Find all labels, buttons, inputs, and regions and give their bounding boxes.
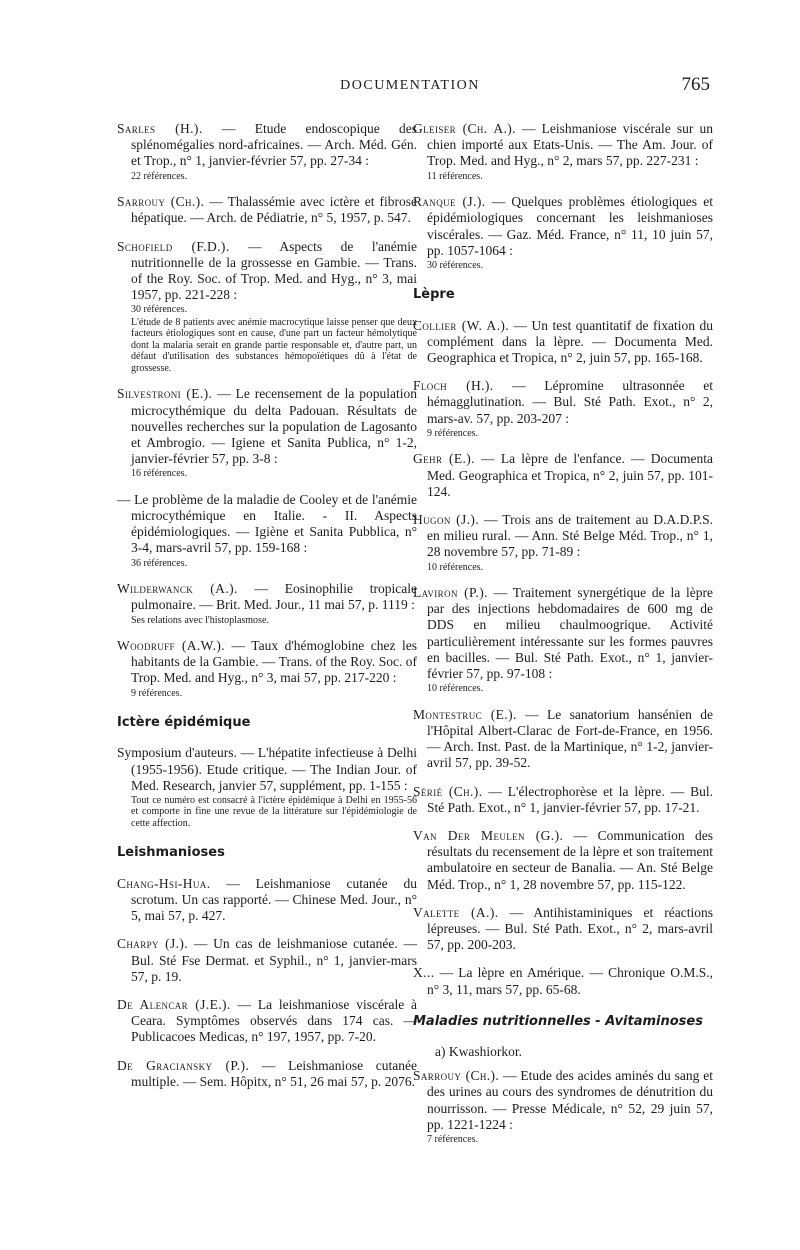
entry-text: — Trois ans de traitement au D.A.D.P.S. en milieu rural. — Ann. Sté Belge Méd. Trop., n° 1, 28 novembre 57, pp. 71-89 :: [427, 511, 713, 560]
bibliography-entry: [413, 194, 713, 271]
bibliography-entry: [413, 707, 713, 772]
entry-author: Van Der Meulen (G.).: [413, 828, 564, 843]
entry-text: — Traitement synergétique de la lèpre par des injections hebdomadaires de 600 mg de DDS en milieu chaulmoogrique. Activité particulièrement intéressante sur les formes pauvres en bacilles. — Bul. Sté Path. Exot., n° 1, janvier-février 57, pp. 97-108 :: [427, 585, 713, 682]
subsection-heading: a) Kwashiorkor.: [435, 1044, 522, 1060]
entry-text: — Un cas de leishmaniose cutanée. — Bul. Sté Fse Dermat. et Syphil., n° 1, janvier-mars 57, p. 19.: [131, 936, 417, 984]
bibliography-entry: [413, 512, 713, 573]
page-number: 765: [681, 74, 710, 95]
entry-text: — Taux d'hémoglobine chez les habitants de la Gambie. — Trans. of the Roy. Soc. of Trop. Med. and Hyg., n° 3, mai 57, pp. 217-220 :: [131, 638, 417, 686]
bibliography-entry: [413, 451, 713, 500]
entry-author: Floch (H.).: [413, 378, 494, 394]
bibliography-entry: [413, 318, 713, 367]
entry-author: Collier (W. A.).: [413, 317, 510, 333]
bibliography-entry: [413, 784, 713, 816]
entry-author: Montestruc (E.).: [413, 706, 517, 722]
entry-author: Wilderwanck (A.).: [117, 581, 238, 597]
right-column: [413, 121, 713, 1158]
entry-author: Hugon (J.).: [413, 511, 480, 527]
bibliography-entry: [117, 638, 417, 699]
citation: [117, 638, 417, 687]
entry-text: — Lépromine ultrasonnée et hémagglutination. — Bul. Sté Path. Exot., n° 2, mars-av. 57, pp. 203-207 :: [427, 378, 713, 426]
citation: [413, 707, 713, 772]
entry-text: — La leishmaniose viscérale à Ceara. Symptômes observés dans 174 cas. — Publicacoes Medicas, n° 197, 1957, pp. 7-20.: [131, 996, 417, 1045]
entry-text: — Thalassémie avec ictère et fibrose hépatique. — Arch. de Pédiatrie, n° 5, 1957, p. 547.: [131, 194, 417, 226]
bibliography-entry: [413, 378, 713, 439]
reference-count: 36 références.: [131, 557, 188, 569]
bibliography-entry: [117, 997, 417, 1046]
bibliography-entry: [413, 585, 713, 695]
citation: [413, 1068, 713, 1133]
reference-count: 30 références.: [427, 259, 484, 271]
citation: [413, 585, 713, 682]
bibliography-entry: [413, 121, 713, 182]
entry-text: — La lèpre en Amérique. — Chronique O.M.S., n° 3, 11, mars 57, pp. 65-68.: [427, 965, 713, 997]
bibliography-entry: [413, 905, 713, 954]
citation: [413, 905, 713, 954]
page-header: [110, 74, 710, 100]
bibliography-entry: [413, 1068, 713, 1145]
bibliography-entry: [117, 745, 417, 829]
entry-author: Sérié (Ch.).: [413, 783, 483, 799]
entry-author: Sarrouy (Ch.).: [117, 194, 205, 210]
bibliography-entry: [117, 1058, 417, 1090]
reference-count: 10 références.: [427, 561, 484, 573]
entry-text: — Leishmaniose cutanée du scrotum. Un cas rapporté. — Chinese Med. Jour., n° 5, mai 57, p. 427.: [131, 875, 417, 924]
citation: [117, 386, 417, 467]
entry-text: — Etude endoscopique des splénomégalies nord-africaines. — Arch. Méd. Gén. et Trop., n° 1, janvier-février 57, pp. 27-34 :: [131, 121, 417, 169]
citation: [117, 1058, 417, 1090]
entry-text: — Communication des résultats du recensement de la lèpre et son traitement ambulatoire en secteur de Banalia. — An. Sté Belge Méd. Trop., n° 1, 28 novembre 57, pp. 115-122.: [427, 828, 713, 892]
entry-text: — Un test quantitatif de fixation du complément dans la lèpre. — Documenta Med. Geographica et Tropica, n° 2, juin 57, pp. 165-168.: [427, 317, 713, 366]
section-heading: Ictère épidémique: [117, 715, 251, 731]
entry-author: Silvestroni (E.).: [117, 386, 213, 402]
citation: [117, 997, 417, 1046]
running-title: DOCUMENTATION: [340, 78, 480, 93]
reference-count: 16 références.: [131, 468, 188, 480]
bibliography-entry: [117, 581, 417, 626]
entry-author: X...: [413, 965, 435, 981]
citation: [117, 121, 417, 170]
citation: [413, 121, 713, 170]
bibliography-entry: [117, 239, 417, 375]
citation: [413, 965, 713, 997]
left-column: [117, 121, 417, 1102]
citation: [413, 784, 713, 816]
bibliography-entry: [413, 828, 713, 893]
entry-author: Woodruff (A.W.).: [117, 638, 226, 654]
citation: [117, 492, 417, 557]
reference-count: 9 références.: [131, 687, 183, 699]
reference-count: 9 références.: [427, 427, 479, 439]
citation: [117, 745, 417, 794]
entry-author: Gehr (E.).: [413, 451, 475, 467]
bibliography-entry: [117, 121, 417, 182]
reference-count: 30 références.: [131, 304, 188, 316]
bibliography-entry: [413, 965, 713, 997]
citation: [413, 378, 713, 427]
entry-author: De Alencar (J.E.).: [117, 996, 231, 1012]
bibliography-entry: [117, 936, 417, 985]
entry-author: Valette (A.).: [413, 904, 499, 920]
entry-author: De Graciansky (P.).: [117, 1057, 250, 1073]
citation: [413, 318, 713, 367]
citation: [117, 936, 417, 985]
entry-author: Schofield (F.D.).: [117, 238, 230, 254]
entry-text: — L'électrophorèse et la lèpre. — Bul. Sté Path. Exot., n° 1, janvier-février 57, pp. 17-21.: [427, 783, 713, 815]
citation: [413, 512, 713, 561]
entry-author: Laviron (P.).: [413, 585, 488, 601]
entry-text: — Le recensement de la population microcythémique du delta Padouan. Résultats de nouvelles recherches sur la population de Lagosanto et Ambrogio. — Igiene et Sanita Publica, n° 1-2, janvier-février 57, pp. 3-8 :: [131, 386, 417, 467]
reference-count: 22 références.: [131, 170, 188, 182]
entry-note: L'étude de 8 patients avec anémie macrocytique laisse penser que deux facteurs étiologiques sont en cause, d'une part un facteur hémolytique dont la malaria serait en grande partie responsable et, d'autre part, un défaut d'utilisation des substances hémopoïétiques dû à l'état de grossesse.: [131, 316, 417, 374]
entry-text: Symposium d'auteurs. — L'hépatite infectieuse à Delhi (1955-1956). Etude critique. — The Indian Jour. of Med. Research, janvier 57, supplément, pp. 1-155 :: [117, 745, 417, 793]
entry-text: — Aspects de l'anémie nutritionnelle de la grossesse en Gambie. — Trans. of the Roy. Soc. of Trop. Med. and Hyg., n° 3, mai 1957, pp. 221-228 :: [131, 238, 417, 303]
citation: [413, 828, 713, 893]
section-heading: Lèpre: [413, 287, 455, 303]
section-heading: Leishmanioses: [117, 845, 225, 861]
entry-note: Tout ce numéro est consacré à l'ictère épidémique à Delhi en 1955-56 et comporte in fine une revue de la littérature sur l'épidémiologie de cette affection.: [131, 794, 417, 829]
entry-text: — Etude des acides aminés du sang et des urines au cours des syndromes de dénutrition du nourrisson. — Presse Médicale, n° 52, 29 juin 57, pp. 1221-1224 :: [427, 1068, 713, 1132]
entry-text: — Le sanatorium hansénien de l'Hôpital Albert-Clarac de Fort-de-France, en 1956. — Arch. Inst. Past. de la Martinique, n° 1-2, janvier-avril 57, pp. 39-52.: [427, 706, 713, 771]
entry-author: Gleiser (Ch. A.).: [413, 121, 516, 136]
bibliography-entry: [117, 386, 417, 480]
entry-text: — Antihistaminiques et réactions lépreuses. — Bul. Sté Path. Exot., n° 2, mars-avril 57, pp. 200-203.: [427, 904, 713, 953]
bibliography-entry: [117, 194, 417, 226]
citation: [117, 194, 417, 226]
reference-count: 11 références.: [427, 170, 483, 182]
entry-text: — Le problème de la maladie de Cooley et de l'anémie microcythémique en Italie. - II. Aspects épidémiologiques. — Igiène et Sanita Pubblica, n° 3-4, mars-avril 57, pp. 159-168 :: [117, 491, 417, 556]
entry-text: — Leishmaniose cutanée multiple. — Sem. Hôpitx, n° 51, 26 mai 57, p. 2076.: [131, 1057, 417, 1089]
entry-author: Chang-Hsi-Hua.: [117, 875, 211, 891]
entry-text: — La lèpre de l'enfance. — Documenta Med. Geographica et Tropica, n° 2, juin 57, pp. 101-124.: [427, 451, 713, 499]
reference-count: 10 références.: [427, 683, 484, 695]
entry-text: — Eosinophilie tropicale pulmonaire. — Brit. Med. Jour., 11 mai 57, p. 1119 :: [131, 581, 417, 613]
citation: [117, 239, 417, 304]
reference-count: 7 références.: [427, 1134, 479, 1146]
citation: [413, 451, 713, 500]
entry-text: — Quelques problèmes étiologiques et épidémiologiques concernant les leishmanioses viscérales. — Gaz. Méd. France, n° 11, 10 juin 57, pp. 1057-1064 :: [427, 194, 713, 258]
entry-author: Sarles (H.).: [117, 121, 203, 136]
section-heading: Maladies nutritionnelles - Avitaminoses: [413, 1013, 703, 1029]
entry-author: Charpy (J.).: [117, 936, 189, 952]
bibliography-entry: [117, 876, 417, 925]
reference-count: Ses relations avec l'histoplasmose.: [131, 614, 269, 626]
citation: [117, 876, 417, 925]
entry-author: Ranque (J.).: [413, 194, 486, 210]
entry-text: — Leishmaniose viscérale sur un chien importé aux Etats-Unis. — The Am. Jour. of Trop. Med. and Hyg., n° 2, mars 57, pp. 227-231 :: [427, 121, 713, 169]
citation: [413, 194, 713, 259]
entry-author: Sarrouy (Ch.).: [413, 1068, 500, 1084]
bibliography-entry: [117, 492, 417, 569]
citation: [117, 581, 417, 613]
